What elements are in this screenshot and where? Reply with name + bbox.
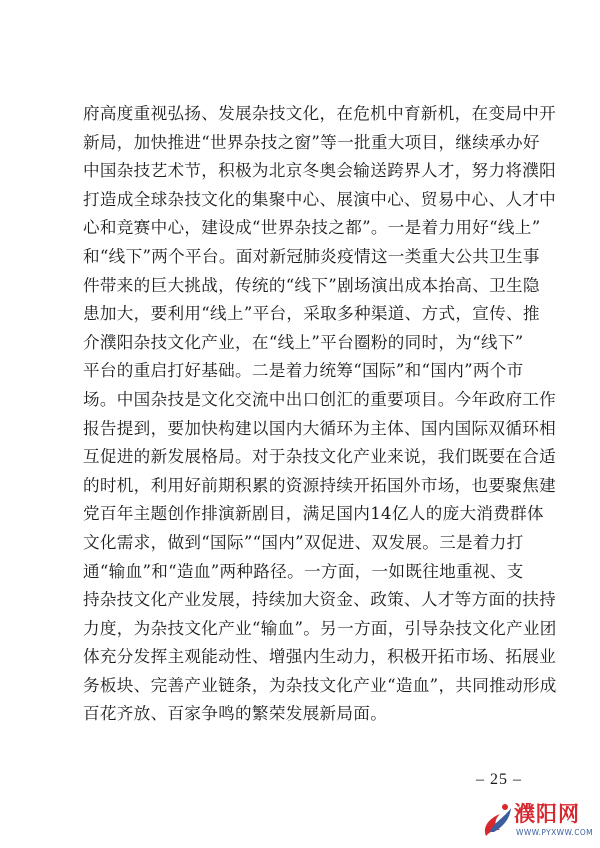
text-line: 介濮阳杂技文化产业，在“线上”平台圈粉的同时，为“线下”	[83, 332, 524, 352]
site-watermark	[480, 800, 598, 846]
watermark-url: WWW.PYXWW.COM	[516, 828, 594, 837]
text-line: 持杂技文化产业发展，持续加大资金、政策、人才等方面的扶持	[83, 590, 557, 610]
text-line: 件带来的巨大挑战，传统的“线下”剧场演出成本抬高、卫生隐	[83, 275, 540, 295]
text-line: 中国杂技艺术节，积极为北京冬奥会输送跨界人才，努力将濮阳	[83, 161, 557, 181]
text-line: 平台的重启打好基础。二是着力统筹“国际”和“国内”两个市	[83, 361, 524, 381]
text-line: 心和竞赛中心，建设成“世界杂技之都”。一是着力用好“线上”	[83, 218, 541, 238]
text-line: 力度，为杂技文化产业“输血”。另一方面，引导杂技文化产业团	[83, 618, 557, 638]
text-line: 打造成全球杂技文化的集聚中心、展演中心、贸易中心、人才中	[83, 189, 557, 209]
text-line: 务板块、完善产业链条，为杂技文化产业“造血”，共同推动形成	[83, 675, 557, 695]
text-line: 百花齐放、百家争鸣的繁荣发展新局面。	[83, 704, 388, 724]
watermark-name: 濮阳网	[514, 802, 580, 826]
text-line: 体充分发挥主观能动性、增强内生动力，积极开拓市场、拓展业	[83, 647, 557, 667]
text-line: 党百年主题创作排演新剧目，满足国内14亿人的庞大消费群体	[83, 504, 544, 524]
text-line: 新局，加快推进“世界杂技之窗”等一批重大项目，继续承办好	[83, 132, 540, 152]
text-line: 场。中国杂技是文化交流中出口创汇的重要项目。今年政府工作	[83, 389, 557, 409]
text-line: 的时机，利用好前期积累的资源持续开拓国外市场，也要聚焦建	[83, 475, 557, 495]
text-line: 和“线下”两个平台。面对新冠肺炎疫情这一类重大公共卫生事	[83, 246, 540, 266]
text-line: 府高度重视弘扬、发展杂技文化，在危机中育新机，在变局中开	[83, 104, 557, 123]
body-text	[83, 100, 559, 729]
text-line: 患加大，要利用“线上”平台，采取多种渠道、方式，宣传、推	[83, 304, 540, 324]
text-line: 通“输血”和“造血”两种路径。一方面，一如既往地重视、支	[83, 561, 524, 581]
text-line: 文化需求，做到“国际”“国内”双促进、双发展。三是着力打	[83, 532, 524, 552]
flame-swoosh-logo-icon	[480, 802, 514, 842]
text-line: 报告提到，要加快构建以国内大循环为主体、国内国际双循环相	[83, 418, 557, 438]
page-number: – 25 –	[476, 771, 522, 788]
text-line: 互促进的新发展格局。对于杂技文化产业来说，我们既要在合适	[83, 447, 557, 467]
